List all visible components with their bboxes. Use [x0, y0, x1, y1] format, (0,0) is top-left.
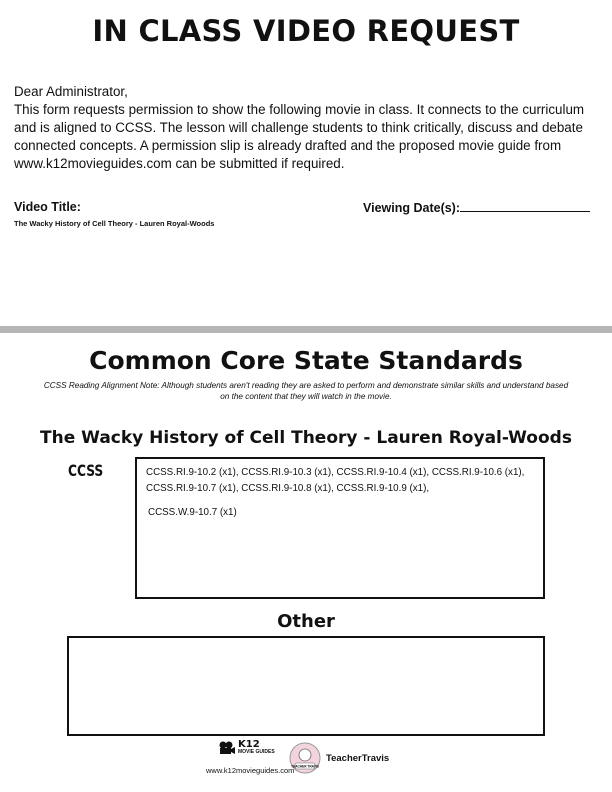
reading-standards: CCSS.RI.9-10.2 (x1), CCSS.RI.9-10.3 (x1), CCSS.RI.9-10.4 (x1), CCSS.RI.9-10.6 (x1), CCSS.RI.9-10.7 (x1), CCSS.RI.9-10.8 (x1), CCSS.RI.9-10.9 (x1),: [146, 467, 525, 494]
film-camera-icon: [218, 741, 236, 755]
other-heading: Other: [277, 611, 335, 632]
video-title-label: Video Title:: [14, 200, 81, 214]
ccss-label: CCSS: [68, 461, 104, 480]
letter-body: This form requests permission to show the following movie in class. It connects to the curriculum and is aligned to CCSS. The lesson will challenge students to think critically, discuss and debate connected concepts. A permission slip is already drafted and the proposed movie guide from www.k12movieguides.com can be submitted if required.: [14, 102, 585, 171]
writing-standards: CCSS.W.9-10.7 (x1): [148, 507, 237, 518]
k12-logo-sub: MOVIE GUIDES: [238, 749, 275, 755]
section-divider: [0, 326, 612, 333]
teacher-travis-name: TeacherTravis: [326, 753, 390, 764]
standards-box: [135, 457, 545, 599]
teacher-travis-badge-icon: [289, 742, 321, 774]
k12-url: www.k12movieguides.com: [206, 766, 295, 775]
standards-title: Common Core State Standards: [89, 346, 523, 375]
video-title-value: The Wacky History of Cell Theory - Lauren Royal-Woods: [14, 219, 215, 228]
viewing-date-label: Viewing Date(s):: [363, 201, 461, 215]
movie-heading: The Wacky History of Cell Theory - Lauren Royal-Woods: [40, 428, 572, 448]
teacher-badge-text: TEACHER TRAVIS: [291, 764, 319, 769]
other-box[interactable]: [67, 636, 545, 736]
viewing-date-blank[interactable]: [460, 200, 590, 212]
letter-greeting: Dear Administrator,: [14, 84, 128, 99]
viewing-date-field: [363, 200, 590, 215]
k12-logo: [206, 739, 295, 780]
k12-logo-text: K12: [238, 739, 260, 750]
request-letter: [14, 83, 594, 173]
alignment-note: CCSS Reading Alignment Note: Although students aren't reading they are asked to perform and demonstrate similar skills and understand based on the content that they will watch in the movie.: [43, 381, 569, 401]
page-title: IN CLASS VIDEO REQUEST: [92, 14, 520, 48]
